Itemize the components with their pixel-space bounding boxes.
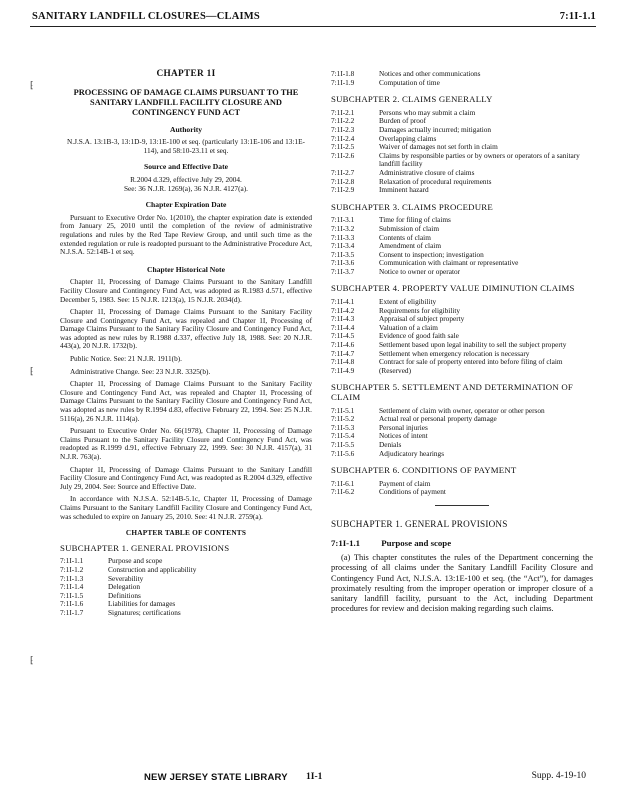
toc-entry-number: 7:1I-5.1 [331, 405, 355, 415]
toc-entry [331, 178, 593, 187]
toc-entry [60, 592, 312, 601]
page-number: 1I-1 [306, 772, 323, 782]
toc-entry-number: 7:1I-6.2 [331, 487, 355, 497]
toc-entry-title: Settlement of claim with owner, operator or other person [379, 405, 545, 415]
toc-entry-title: Severability [108, 573, 144, 583]
toc-entry-number: 7:1I-4.7 [331, 348, 355, 358]
source-heading: Source and Effective Date [143, 162, 228, 172]
toc-entry-number: 7:1I-2.3 [331, 124, 355, 134]
toc-entry-title: Computation of time [379, 77, 440, 87]
toc-entry-title: Actual real or personal property damage [379, 414, 497, 424]
divider [435, 505, 489, 506]
section-text: (a) This chapter constitutes the rules of the Department concerning the processing of all claims under the Sanitary Landfill Facility Closure and Contingency Fund Act, N.J.S.A. 13:1E-100 et seq. (the “Act”), for damages proximately resulting from the improper operation or improper closure of a sanitary landfill facility, pursuant to the Act, including Department procedures for review and decision making regarding such claims. [331, 553, 593, 614]
authority-text: N.J.S.A. 13:1B-3, 13:1D-9, 13:1E-100 et seq. (particularly 13:1E-106 and 13:1E-114), and 58:10-23.11 et seq. [67, 137, 305, 155]
toc-entry-title: Signatures; certifications [108, 607, 181, 617]
toc-entry-number: 7:1I-3.7 [331, 266, 355, 276]
toc-entry [331, 315, 593, 324]
toc-entry-title: Claims by responsible parties or by owners or operators of a sanitary landfill facility [379, 150, 580, 169]
toc-entry-number: 7:1I-3.5 [331, 249, 355, 259]
toc-title: CHAPTER TABLE OF CONTENTS [125, 528, 247, 538]
library-stamp: NEW JERSEY STATE LIBRARY [144, 772, 288, 783]
toc-entry [331, 367, 593, 376]
toc-entry [331, 79, 593, 88]
toc-entry-title: Delegation [108, 582, 141, 592]
toc-subchapter-heading: SUBCHAPTER 6. CONDITIONS OF PAYMENT [331, 465, 517, 476]
toc-entry-number: 7:1I-1.1 [60, 556, 84, 566]
toc-entry-title: Purpose and scope [108, 556, 163, 566]
toc-entry [331, 298, 593, 307]
hole-punch-mark: ⁅ [30, 80, 34, 90]
toc-entry [60, 600, 312, 609]
toc-entry [331, 225, 593, 234]
toc-subchapter-heading: SUBCHAPTER 5. SETTLEMENT AND DETERMINATION OF CLAIM [331, 382, 573, 402]
toc-list [331, 109, 593, 195]
toc-entry-number: 7:1I-1.5 [60, 590, 84, 600]
toc-entry-number: 7:1I-4.2 [331, 305, 355, 315]
toc-entry-number: 7:1I-1.6 [60, 599, 84, 609]
right-column [331, 68, 593, 614]
toc-entry [331, 424, 593, 433]
toc-entry-title: Persons who may submit a claim [379, 107, 476, 117]
history-note: Chapter 1I, Processing of Damage Claims Pursuant to the Sanitary Landfill Facility Closure and Contingency Fund Act, was adopted as R.1983 d.571, effective December 5, 1983. See: 15 N.J.R. 1213(a), 15 N.J.R. 2034(d). [60, 277, 312, 304]
history-heading: Chapter Historical Note [147, 264, 225, 274]
hole-punch-mark: ⁅ [30, 655, 34, 665]
toc-entry-number: 7:1I-3.6 [331, 258, 355, 268]
history-note: In accordance with N.J.S.A. 52:14B-5.1c, Chapter 1I, Processing of Damage Claims Pursuant to the Sanitary Landfill Facility Closure and Contingency Fund Act, was scheduled to expire on January 25, 2010. See: 41 N.J.R. 2759(a). [60, 494, 312, 521]
toc-entry-title: Burden of proof [379, 116, 427, 126]
toc-entry-title: Overlapping claims [379, 133, 437, 143]
expiration-heading: Chapter Expiration Date [145, 200, 227, 210]
toc-entry-title: Imminent hazard [379, 185, 429, 195]
toc-entry-title: Time for filing of claims [379, 215, 451, 225]
toc-entry-number: 7:1I-6.1 [331, 478, 355, 488]
toc-entry-number: 7:1I-4.6 [331, 340, 355, 350]
toc-list [331, 407, 593, 459]
toc-entry [60, 566, 312, 575]
toc-entry [331, 216, 593, 225]
toc-entry [331, 109, 593, 118]
source-line-1: R.2004 d.329, effective July 29, 2004. [130, 174, 242, 184]
toc-entry-number: 7:1I-4.9 [331, 365, 355, 375]
toc-entry-title: Definitions [108, 590, 141, 600]
toc-entry-number: 7:1I-4.5 [331, 331, 355, 341]
running-header [30, 8, 596, 27]
toc-entry-title: Appraisal of subject property [379, 314, 465, 324]
toc-list [60, 557, 312, 617]
toc-entry [331, 450, 593, 459]
toc-entry-title: Submission of claim [379, 223, 439, 233]
toc-subchapter-heading: SUBCHAPTER 2. CLAIMS GENERALLY [331, 94, 493, 105]
toc-entry-number: 7:1I-1.4 [60, 582, 84, 592]
authority-heading: Authority [169, 124, 203, 134]
toc-entry [331, 441, 593, 450]
toc-entry [60, 609, 312, 618]
toc-entry-title: Denials [379, 439, 402, 449]
toc-entry-title: Adjudicatory hearings [379, 448, 445, 458]
toc-entry-number: 7:1I-2.9 [331, 185, 355, 195]
toc-entry-title: Valuation of a claim [379, 322, 438, 332]
history-note: Administrative Change. See: 23 N.J.R. 3325(b). [70, 366, 211, 376]
expiration-text: Pursuant to Executive Order No. 1(2010), the chapter expiration date is extended from January 25, 2010 until the completion of the review of administrative regulations and rules by the Red Tape Review Group, and until such time as the extended regulation or rule is readopted pursuant to the Administrative Procedure Act, N.J.S.A. 52:14B-1 et seq. [60, 212, 312, 257]
toc-entry-title: Contract for sale of property entered into before filing of claim [379, 357, 563, 367]
chapter-title: PROCESSING OF DAMAGE CLAIMS PURSUANT TO THE SANITARY LANDFILL FACILITY CLOSURE AND CONTINGENCY FUND ACT [73, 87, 299, 117]
toc-entry-number: 7:1I-4.4 [331, 322, 355, 332]
toc-entry-number: 7:1I-1.8 [331, 69, 355, 78]
toc-entry-title: Notices and other communications [379, 69, 481, 78]
toc-entry-title: Relaxation of procedural requirements [379, 176, 492, 186]
toc-entry-number: 7:1I-3.2 [331, 223, 355, 233]
subchapter-heading: SUBCHAPTER 1. GENERAL PROVISIONS [331, 518, 508, 529]
toc-entry-number: 7:1I-5.4 [331, 431, 355, 441]
toc-entry [60, 583, 312, 592]
left-column [60, 68, 312, 618]
toc-entry-number: 7:1I-3.1 [331, 215, 355, 225]
toc-list [331, 298, 593, 375]
toc-entry-number: 7:1I-5.3 [331, 422, 355, 432]
history-note: Chapter 1I, Processing of Damage Claims Pursuant to the Sanitary Facility Closure and Contingency Fund Act, was repealed and Chapter 1I, Processing of Damage Claims Pursuant to the Sanitary Facility Closure and Contingency Fund Act, was adopted as new rules by R.1994 d.83, effective February 22, 1994. See: 25 N.J.R. 5116(a), 26 N.J.R. 1114(a). [60, 379, 312, 423]
toc-entry-title: Evidence of good faith sale [379, 331, 459, 341]
toc-entry-number: 7:1I-4.3 [331, 314, 355, 324]
toc-entry-number: 7:1I-5.2 [331, 414, 355, 424]
toc-entry-title: Liabilities for damages [108, 599, 176, 609]
toc-entry [331, 415, 593, 424]
toc-entry-number: 7:1I-1.2 [60, 564, 84, 574]
toc-entry-number: 7:1I-4.8 [331, 357, 355, 367]
history-note: Chapter 1I, Processing of Damage Claims Pursuant to the Sanitary Facility Closure and Contingency Fund Act, was repealed and Chapter 1I, Processing of Damage Claims Pursuant to the Sanitary Facility Closure and Contingency Fund Act, was adopted as new rules by R.1988 d.337, effective July 18, 1988. See: 20 N.J.R. 443(a), 20 N.J.R. 1732(b). [60, 307, 312, 351]
section-number: 7:1I-1.1 [331, 537, 361, 548]
toc-subchapter-heading: SUBCHAPTER 1. GENERAL PROVISIONS [60, 542, 230, 553]
source-line-2: See: 36 N.J.R. 1269(a), 36 N.J.R. 4127(a). [123, 183, 249, 193]
toc-entry-number: 7:1I-5.5 [331, 439, 355, 449]
toc-entry-title: Consent to inspection; investigation [379, 249, 484, 259]
toc-entry [331, 324, 593, 333]
toc-list [331, 480, 593, 497]
toc-subchapter-heading: SUBCHAPTER 4. PROPERTY VALUE DIMINUTION CLAIMS [331, 283, 575, 294]
toc-entry [331, 358, 593, 367]
history-note: Pursuant to Executive Order No. 66(1978), Chapter 1I, Processing of Damage Claims Pursuant to the Sanitary Facility Closure and Contingency Fund Act, was readopted as R.1999 d.91, effective February 22, 1999. See: 30 N.J.R. 4157(a), 31 N.J.R. 763(a). [60, 426, 312, 461]
toc-entry-number: 7:1I-4.1 [331, 297, 355, 307]
toc-entry-number: 7:1I-2.8 [331, 176, 355, 186]
toc-entry-title: Notice to owner or operator [379, 266, 461, 276]
toc-entry-title: Administrative closure of claims [379, 167, 475, 177]
toc-entry-number: 7:1I-2.6 [331, 150, 355, 160]
toc-entry-number: 7:1I-1.9 [331, 77, 355, 87]
history-note: Public Notice. See: 21 N.J.R. 1911(b). [70, 354, 183, 364]
hole-punch-mark: ⁅ [30, 366, 34, 376]
toc-entry [331, 152, 593, 169]
toc-entry-number: 7:1I-3.3 [331, 232, 355, 242]
toc-entry-title: Communication with claimant or representative [379, 258, 519, 268]
toc-entry [331, 488, 593, 497]
toc-entry-number: 7:1I-2.5 [331, 142, 355, 152]
toc-entry [60, 575, 312, 584]
toc-entry-number: 7:1I-2.2 [331, 116, 355, 126]
toc-entry [331, 259, 593, 268]
toc-entry-title: Settlement based upon legal inability to sell the subject property [379, 340, 567, 350]
toc-subchapter-heading: SUBCHAPTER 3. CLAIMS PROCEDURE [331, 201, 493, 212]
toc-entry-number: 7:1I-2.7 [331, 167, 355, 177]
toc-entry [331, 70, 593, 79]
toc-entry-title: Requirements for eligibility [379, 305, 461, 315]
toc-entry [331, 234, 593, 243]
toc-entry-title: Extent of eligibility [379, 297, 437, 307]
toc-entry-title: Payment of claim [379, 478, 431, 488]
toc-entry-title: Damages actually incurred; mitigation [379, 124, 492, 134]
toc-entry-title: Contents of claim [379, 232, 431, 242]
history-note: Chapter 1I, Processing of Damage Claims Pursuant to the Sanitary Landfill Facility Closure and Contingency Fund Act, was readopted as R.2004 d.329, effective July 29, 2004. See: Source and Effective Date. [60, 464, 312, 491]
toc-entry-title: (Reserved) [379, 365, 412, 375]
toc-entry-title: Settlement when emergency relocation is necessary [379, 348, 530, 358]
header-title: SANITARY LANDFILL CLOSURES—CLAIMS [32, 11, 260, 22]
toc-entry-title: Notices of intent [379, 431, 428, 441]
toc-entry [331, 480, 593, 489]
supplement-date: Supp. 4-19-10 [531, 771, 586, 781]
chapter-heading: CHAPTER 1I [156, 69, 216, 79]
toc-entry-title: Conditions of payment [379, 487, 446, 497]
toc-entry-number: 7:1I-1.7 [60, 607, 84, 617]
toc-entry [331, 126, 593, 135]
toc-entry-number: 7:1I-5.6 [331, 448, 355, 458]
toc-entry [331, 432, 593, 441]
toc-entry-number: 7:1I-3.4 [331, 241, 355, 251]
toc-entry-title: Construction and applicability [108, 564, 197, 574]
toc-entry-number: 7:1I-2.1 [331, 107, 355, 117]
toc-list [331, 216, 593, 276]
toc-entry-title: Amendment of claim [379, 241, 442, 251]
toc-entry [331, 186, 593, 195]
toc-entry-title: Personal injuries [379, 422, 428, 432]
header-section-number: 7:1I-1.1 [559, 11, 596, 22]
toc-entry-number: 7:1I-1.3 [60, 573, 84, 583]
toc-entry-title: Waiver of damages not set forth in claim [379, 142, 498, 152]
section-title: Purpose and scope [381, 537, 452, 548]
section-heading [331, 539, 593, 548]
toc-entry [331, 268, 593, 277]
toc-entry-number: 7:1I-2.4 [331, 133, 355, 143]
toc-list [331, 70, 593, 87]
